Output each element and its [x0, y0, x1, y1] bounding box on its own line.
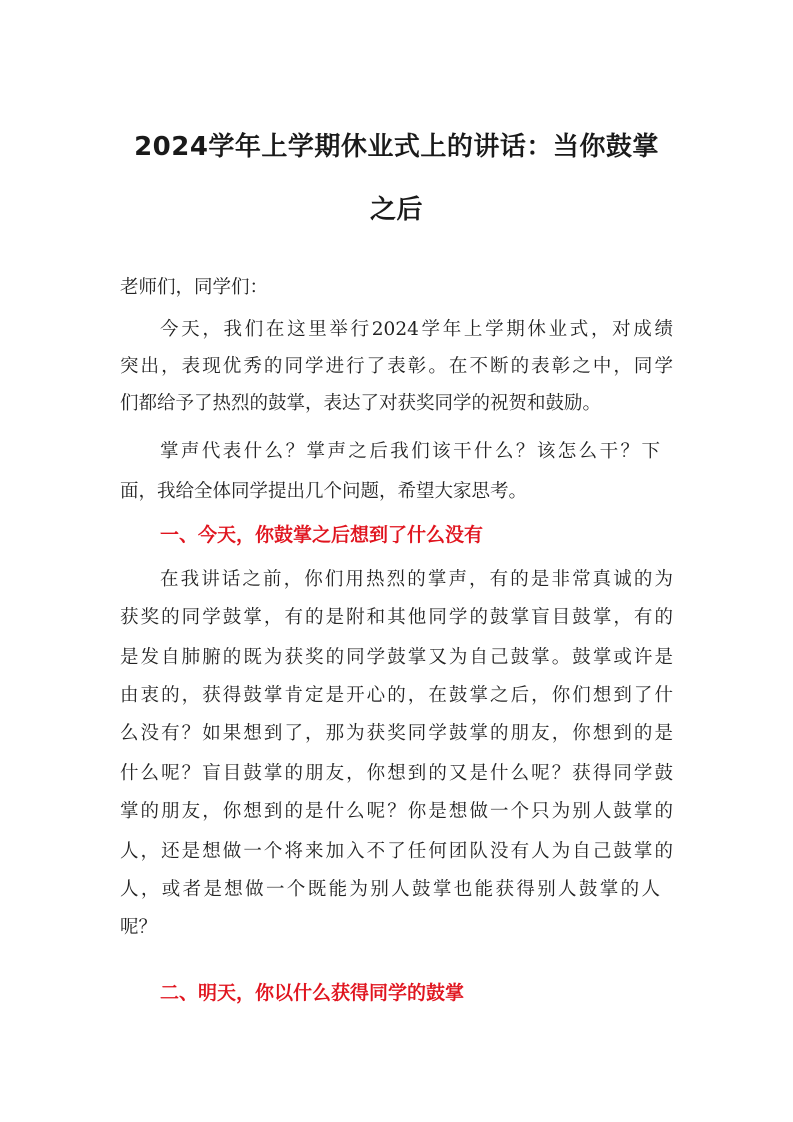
section-heading-1: 一、今天，你鼓掌之后想到了什么没有 — [160, 524, 484, 546]
section-heading-2: 二、明天，你以什么获得同学的鼓掌 — [160, 982, 465, 1004]
paragraph-3-line-1: 在我讲话之前，你们用热烈的掌声，有的是非常真诚的为 — [160, 569, 673, 590]
paragraph-3-line-2: 获奖的同学鼓掌，有的是附和其他同学的鼓掌盲目鼓掌，有的 — [120, 607, 673, 628]
greeting: 老师们，同学们： — [120, 277, 269, 298]
paragraph-3-line-8: 人，还是想做一个将来加入不了任何团队没有人为自己鼓掌的 — [120, 841, 673, 862]
document-title-line-2: 之后 — [369, 195, 423, 225]
paragraph-3-line-7: 掌的朋友，你想到的是什么呢？你是想做一个只为别人鼓掌的 — [120, 801, 673, 822]
document-title-line-1: 2024学年上学期休业式上的讲话：当你鼓掌 — [134, 132, 659, 162]
paragraph-2-line-2: 面，我给全体同学提出几个问题，希望大家思考。 — [120, 481, 528, 502]
paragraph-3-line-3: 是发自肺腑的既为获奖的同学鼓掌又为自己鼓掌。鼓掌或许是 — [120, 647, 673, 668]
paragraph-3-line-9: 人，或者是想做一个既能为别人鼓掌也能获得别人鼓掌的人 — [120, 879, 660, 900]
paragraph-3-line-4: 由衷的，获得鼓掌肯定是开心的，在鼓掌之后，你们想到了什 — [120, 685, 673, 706]
paragraph-2-line-1: 掌声代表什么？掌声之后我们该干什么？该怎么干？下 — [160, 441, 660, 462]
paragraph-1-line-1: 今天，我们在这里举行2024学年上学期休业式，对成绩 — [160, 319, 673, 340]
paragraph-3-line-5: 么没有？如果想到了，那为获奖同学鼓掌的朋友，你想到的是 — [120, 723, 673, 744]
paragraph-3-line-10: 呢？ — [120, 917, 158, 938]
paragraph-1-line-3: 们都给予了热烈的鼓掌，表达了对获奖同学的祝贺和鼓励。 — [120, 393, 602, 414]
paragraph-3-line-6: 什么呢？盲目鼓掌的朋友，你想到的又是什么呢？获得同学鼓 — [120, 763, 673, 784]
paragraph-1-line-2: 突出，表现优秀的同学进行了表彰。在不断的表彰之中，同学 — [120, 356, 673, 377]
